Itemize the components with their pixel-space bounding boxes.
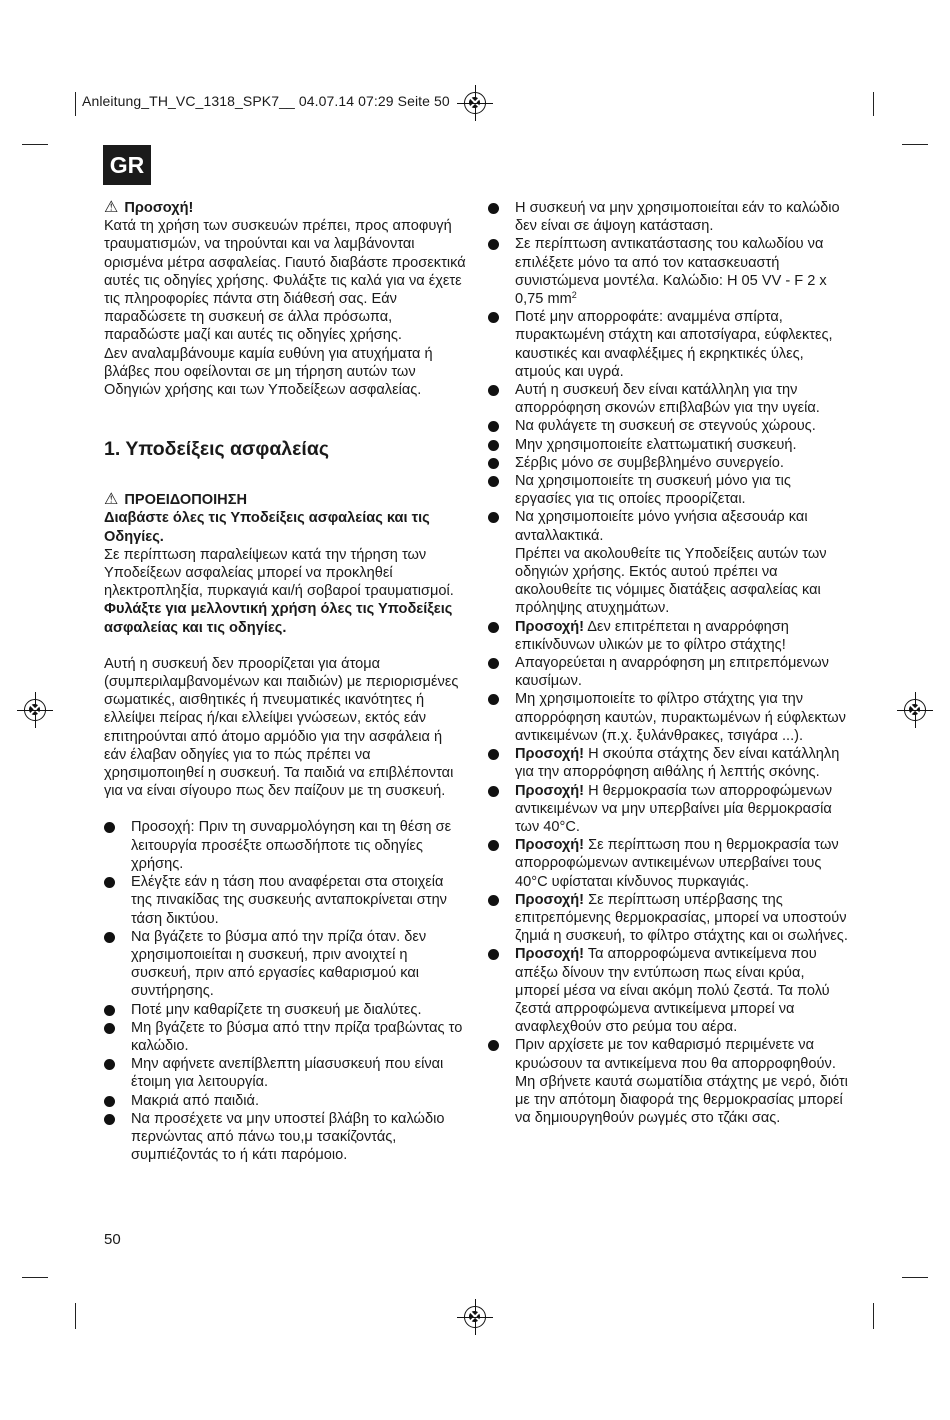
- list-item: [488, 891, 850, 946]
- list-item: [488, 945, 850, 1036]
- list-item: [488, 235, 850, 308]
- list-item: Να προσέχετε να μην υποστεί βλάβη το καλώδιο περνώντας από πάνω του,μ τσακίζοντάς, συμπιέζοντάς το ή κάτι παρόμοιο.: [104, 1110, 468, 1165]
- list-item: Ποτέ μην καθαρίζετε τη συσκευή με διαλύτες.: [104, 1001, 468, 1019]
- warning-text: Σε περίπτωση παραλείψεων κατά την τήρηση των Υποδείξεων ασφαλείας μπορεί να προκληθεί ηλεκτροπληξία, πυρκαγιά και/ή σοβαροί τραυματισμοί.: [104, 546, 454, 600]
- caution-paragraph-1: Κατά τη χρήση των συσκευών πρέπει, προς αποφυγή τραυματισμών, να τηρούνται και να λαμβάνονται ορισμένα μέτρα ασφαλείας. Γιαυτό διαβάστε προσεκτικά αυτές τις οδηγίες χρήσης. Φυλάξτε τις καλά για να έχετε τις πληροφορίες πάντα στη διάθεσή σας. Εάν παραδώσετε τη συσκευή σε άλλα πρόσωπα, παραδώστε μαζί και αυτές τις οδηγίες χρήσης.: [104, 218, 466, 344]
- crop-mark: [902, 144, 928, 145]
- crop-mark: [22, 144, 48, 145]
- list-item: Να βγάζετε το βύσμα από την πρίζα όταν. δεν χρησιμοποιείται η συσκευή, πριν ανοιχτεί η συσκευή, πριν από εργασίες καθαρισμού και συντήρησης.: [104, 928, 468, 1001]
- registration-mark-right: [904, 699, 926, 721]
- page-number: 50: [104, 1231, 121, 1248]
- list-item: Να φυλάγετε τη συσκευή σε στεγνούς χώρους.: [488, 417, 850, 435]
- left-bullet-list: [104, 818, 468, 1164]
- caution-word: Προσοχή!: [515, 782, 585, 799]
- list-item: Μη βγάζετε το βύσμα από ττην πρίζα τραβώντας το καλώδιο.: [104, 1019, 468, 1055]
- registration-mark-left: [24, 699, 46, 721]
- list-item: Μην χρησιμοποιείτε ελαττωματική συσκευή.: [488, 436, 850, 454]
- list-item: Σέρβις μόνο σε συμβεβλημένο συνεργείο.: [488, 454, 850, 472]
- registration-mark-top: [464, 92, 486, 114]
- list-item: Μην αφήνετε ανεπίβλεπτη μίασυσκευή που είναι έτοιμη για λειτουργία.: [104, 1055, 468, 1091]
- list-item-text: Σε περίπτωση που η θερμοκρασία των απορροφώμενων αντικειμένων υπερβαίνει τους 40°C υφίσταται κίνδυνος πυρκαγιάς.: [515, 837, 839, 890]
- children-paragraph: Αυτή η συσκευή δεν προορίζεται για άτομα (συμπεριλαμβανομένων και παιδιών) με περιορισμένες σωματικές, αισθητικές ή πνευματικές ικανότητες ή ελλείψει πείρας ή/και ελλείψει γνώσεων, εκτός εάν επιτηρούνται από άτομο αρμόδιο για την ασφάλεια ή εάν έλαβαν οδηγίες για το πώς πρέπει να χρησιμοποιηθεί η συσκευή. Τα παιδιά να επιβλέπονται για να είναι σίγουρο πως δεν παίζουν με τη συσκευή.: [104, 655, 459, 800]
- list-item: [488, 782, 850, 837]
- left-column: [104, 199, 468, 1164]
- warning-triangle-icon: ⚠: [104, 199, 119, 216]
- registration-mark-bottom: [464, 1306, 486, 1328]
- list-item: Ελέγξτε εάν η τάση που αναφέρεται στα στοιχεία της πινακίδας της συσκευής ανταποκρίνεται στην τάση δικτύου.: [104, 873, 468, 928]
- caution-word: Προσοχή!: [515, 837, 585, 854]
- caution-paragraph-2: Δεν αναλαμβάνουμε καμία ευθύνη για ατυχήματα ή βλάβες που οφείλονται σε μη τήρηση αυτών των Οδηγιών χρήσης και των Υποδείξεων ασφαλείας.: [104, 345, 433, 399]
- accessories-continuation: Πρέπει να ακολουθείτε τις Υποδείξεις αυτών των οδηγιών χρήσης. Εκτός αυτού πρέπει να ακολουθείτε τις νόμιμες διατάξεις ασφαλείας και πρόληψης ατυχημάτων.: [515, 545, 827, 617]
- list-item-text: Η σκούπα στάχτης δεν είναι κατάλληλη για την απορρόφηση αιθάλης ή λεπτής σκόνης.: [515, 746, 840, 781]
- right-column: [488, 199, 850, 1127]
- warning-heading: [104, 491, 468, 509]
- warning-bold-1: Διαβάστε όλες τις Υποδείξεις ασφαλείας και τις Οδηγίες.: [104, 510, 430, 545]
- cable-spec-text: Σε περίπτωση αντικατάστασης του καλωδίου να επιλέξετε μόνο τα από τον κατασκευαστή συνιστώμενα μοντέλα. Καλώδιο: H 05 VV - F 2 x 0,75 mm: [515, 236, 827, 308]
- crop-mark: [902, 1277, 928, 1278]
- list-item: [488, 745, 850, 781]
- accessories-text: Να χρησιμοποιείτε μόνο γνήσια αξεσουάρ και ανταλλακτικά.: [515, 509, 808, 544]
- caution-title: Προσοχή!: [124, 200, 194, 216]
- warning-triangle-icon: ⚠: [104, 491, 119, 509]
- caution-heading: [104, 199, 468, 217]
- crop-mark: [75, 92, 76, 116]
- list-item: Πριν αρχίσετε με τον καθαρισμό περιμένετε να κρυώσουν τα αντικείμενα που θα απορροφηθούν. Μη σβήνετε καυτά σωματίδια στάχτης με νερό, διότι με την απότομη διαφορά της θερμοκρασίας μπορεί να δημιουργηθούν ρωγμές στο τζάκι σας.: [488, 1036, 850, 1127]
- caution-word: Προσοχή!: [515, 946, 585, 963]
- crop-mark: [873, 92, 874, 116]
- list-item: [488, 508, 850, 617]
- list-item: Προσοχή: Πριν τη συναρμολόγηση και τη θέση σε λειτουργία προσέξτε οπωσδήποτε τις οδηγίες χρήσης.: [104, 818, 468, 873]
- list-item: [488, 836, 850, 891]
- caution-word: Προσοχή!: [515, 746, 585, 763]
- list-item-text: Τα απορροφώμενα αντικείμενα που απέξω δίνουν την εντύπωση πως είναι κρύα, μπορεί μέσα να είναι ακόμη πολύ ζεστά. Τα πολύ ζεστά απρροφώμενα αντικείμενα μπορεί να αναφλεχθούν στο ρεύμα του αέρα.: [515, 946, 830, 1036]
- list-item: Απαγορεύεται η αναρρόφηση μη επιτρεπόμενων καυσίμων.: [488, 654, 850, 690]
- section-title: 1. Υποδείξεις ασφαλείας: [104, 438, 329, 461]
- warning-title: ΠΡΟΕΙΔΟΠΟΙΗΣΗ: [124, 492, 247, 509]
- list-item: Μη χρησιμοποιείτε το φίλτρο στάχτης για την απορρόφηση καυτών, πυρακτωμένων ή εύφλεκτων αντικειμένων (π.χ. ξυλάνθρακες, τσιγάρα ...).: [488, 690, 850, 745]
- list-item: [488, 618, 850, 654]
- list-item: Η συσκευή να μην χρησιμοποιείται εάν το καλώδιο δεν είναι σε άψογη κατάσταση.: [488, 199, 850, 235]
- caution-word: Προσοχή!: [515, 618, 585, 635]
- caution-word: Προσοχή!: [515, 891, 585, 908]
- print-slug: Anleitung_TH_VC_1318_SPK7__ 04.07.14 07:29 Seite 50: [82, 93, 450, 109]
- list-item: Να χρησιμοποιείτε τη συσκευή μόνο για τις εργασίες για τις οποίες προορίζεται.: [488, 472, 850, 508]
- list-item-text: Η θερμοκρασία των απορροφώμενων αντικειμένων να μην υπερβαίνει μία θερμοκρασία των 40°C.: [515, 782, 833, 835]
- crop-mark: [75, 1303, 76, 1329]
- list-item: Ποτέ μην απορροφάτε: αναμμένα σπίρτα, πυρακτωμένη στάχτη και αποτσίγαρα, εύφλεκτες, καυστικές και αναφλέξιμες ή εκρηκτικές ύλες, ατμούς και υγρά.: [488, 308, 850, 381]
- crop-mark: [22, 1277, 48, 1278]
- list-item: Μακριά από παιδιά.: [104, 1092, 468, 1110]
- list-item: Αυτή η συσκευή δεν είναι κατάλληλη για την απορρόφηση σκονών επιβλαβών για την υγεία.: [488, 381, 850, 417]
- list-item-text: Δεν επιτρέπεται η αναρρόφηση επικίνδυνων υλικών με το φίλτρο στάχτης!: [515, 618, 789, 653]
- list-item-text: Σε περίπτωση υπέρβασης της επιτρεπόμενης θερμοκρασίας, μπορεί να υποστούν ζημιά η συσκευή, το φίλτρο στάχτης και οι σωλήνες.: [515, 891, 848, 945]
- warning-bold-2: Φυλάξτε για μελλοντική χρήση όλες τις Υποδείξεις ασφαλείας και τις οδηγίες.: [104, 601, 453, 636]
- language-badge: GR: [103, 145, 151, 185]
- right-bullet-list: [488, 199, 850, 1127]
- crop-mark: [873, 1303, 874, 1329]
- superscript: 2: [571, 290, 577, 301]
